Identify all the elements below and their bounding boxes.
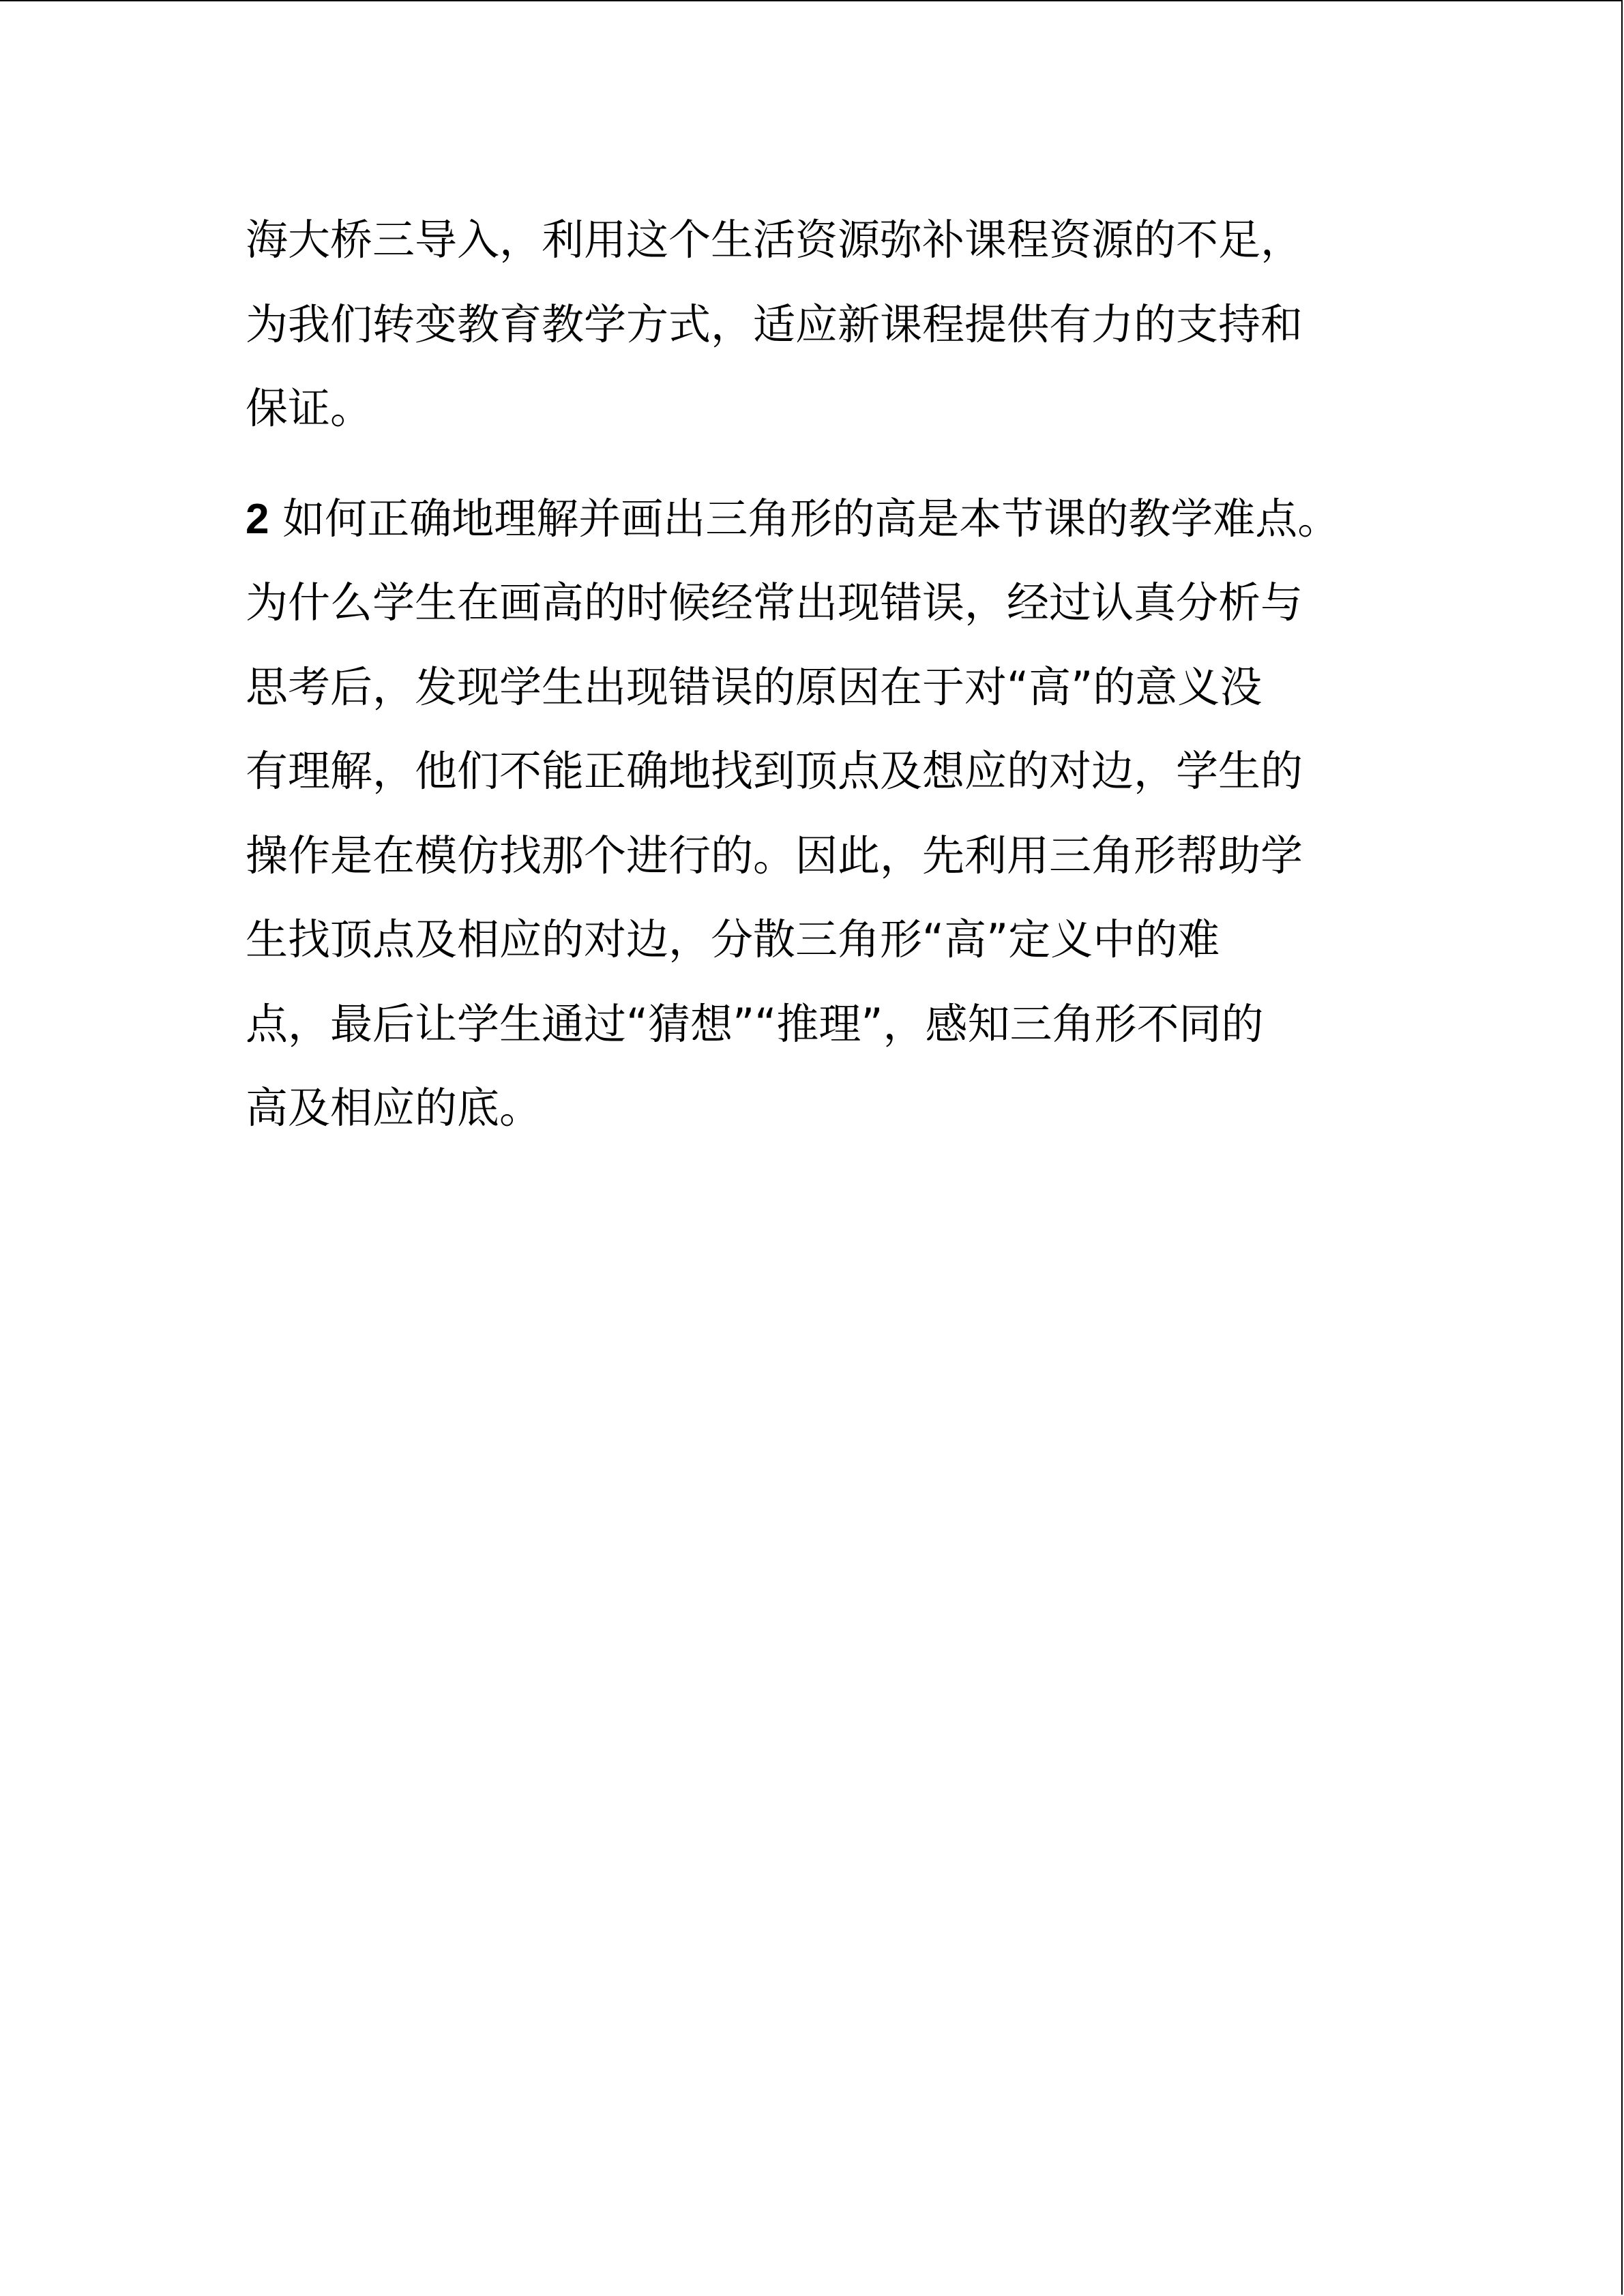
paragraph-spacing — [246, 451, 1364, 477]
text-line: 为什么学生在画高的时候经常出现错误，经过认真分析与 — [246, 578, 1303, 627]
text-line: 高及相应的底。 — [246, 1083, 542, 1133]
text-line: 如何正确地理解并画出三角形的高是本节课的教学难点。 — [269, 493, 1340, 543]
text-line: 生找顶点及相应的对边，分散三角形“高”定义中的难 — [246, 914, 1220, 964]
text-line: 为我们转变教育教学方式，适应新课程提供有力的支持和 — [246, 299, 1303, 349]
text-line: 海大桥三导入，利用这个生活资源弥补课程资源的不足， — [246, 215, 1303, 265]
text-line: 点，最后让学生通过“猜想”“推理”，感知三角形不同的 — [246, 998, 1264, 1049]
paragraph-1 — [246, 198, 1364, 451]
paragraph-2 — [246, 477, 1364, 1150]
paragraph-number: 2 — [246, 495, 269, 543]
text-line: 思考后，发现学生出现错误的原因在于对“高”的意义没 — [246, 661, 1263, 712]
document-body — [246, 198, 1364, 1150]
text-line: 有理解，他们不能正确地找到顶点及想应的对边，学生的 — [246, 746, 1303, 796]
text-line-first — [246, 477, 1364, 561]
text-line: 操作是在模仿找那个进行的。因此，先利用三角形帮助学 — [246, 830, 1303, 880]
text-line: 保证。 — [246, 383, 373, 433]
